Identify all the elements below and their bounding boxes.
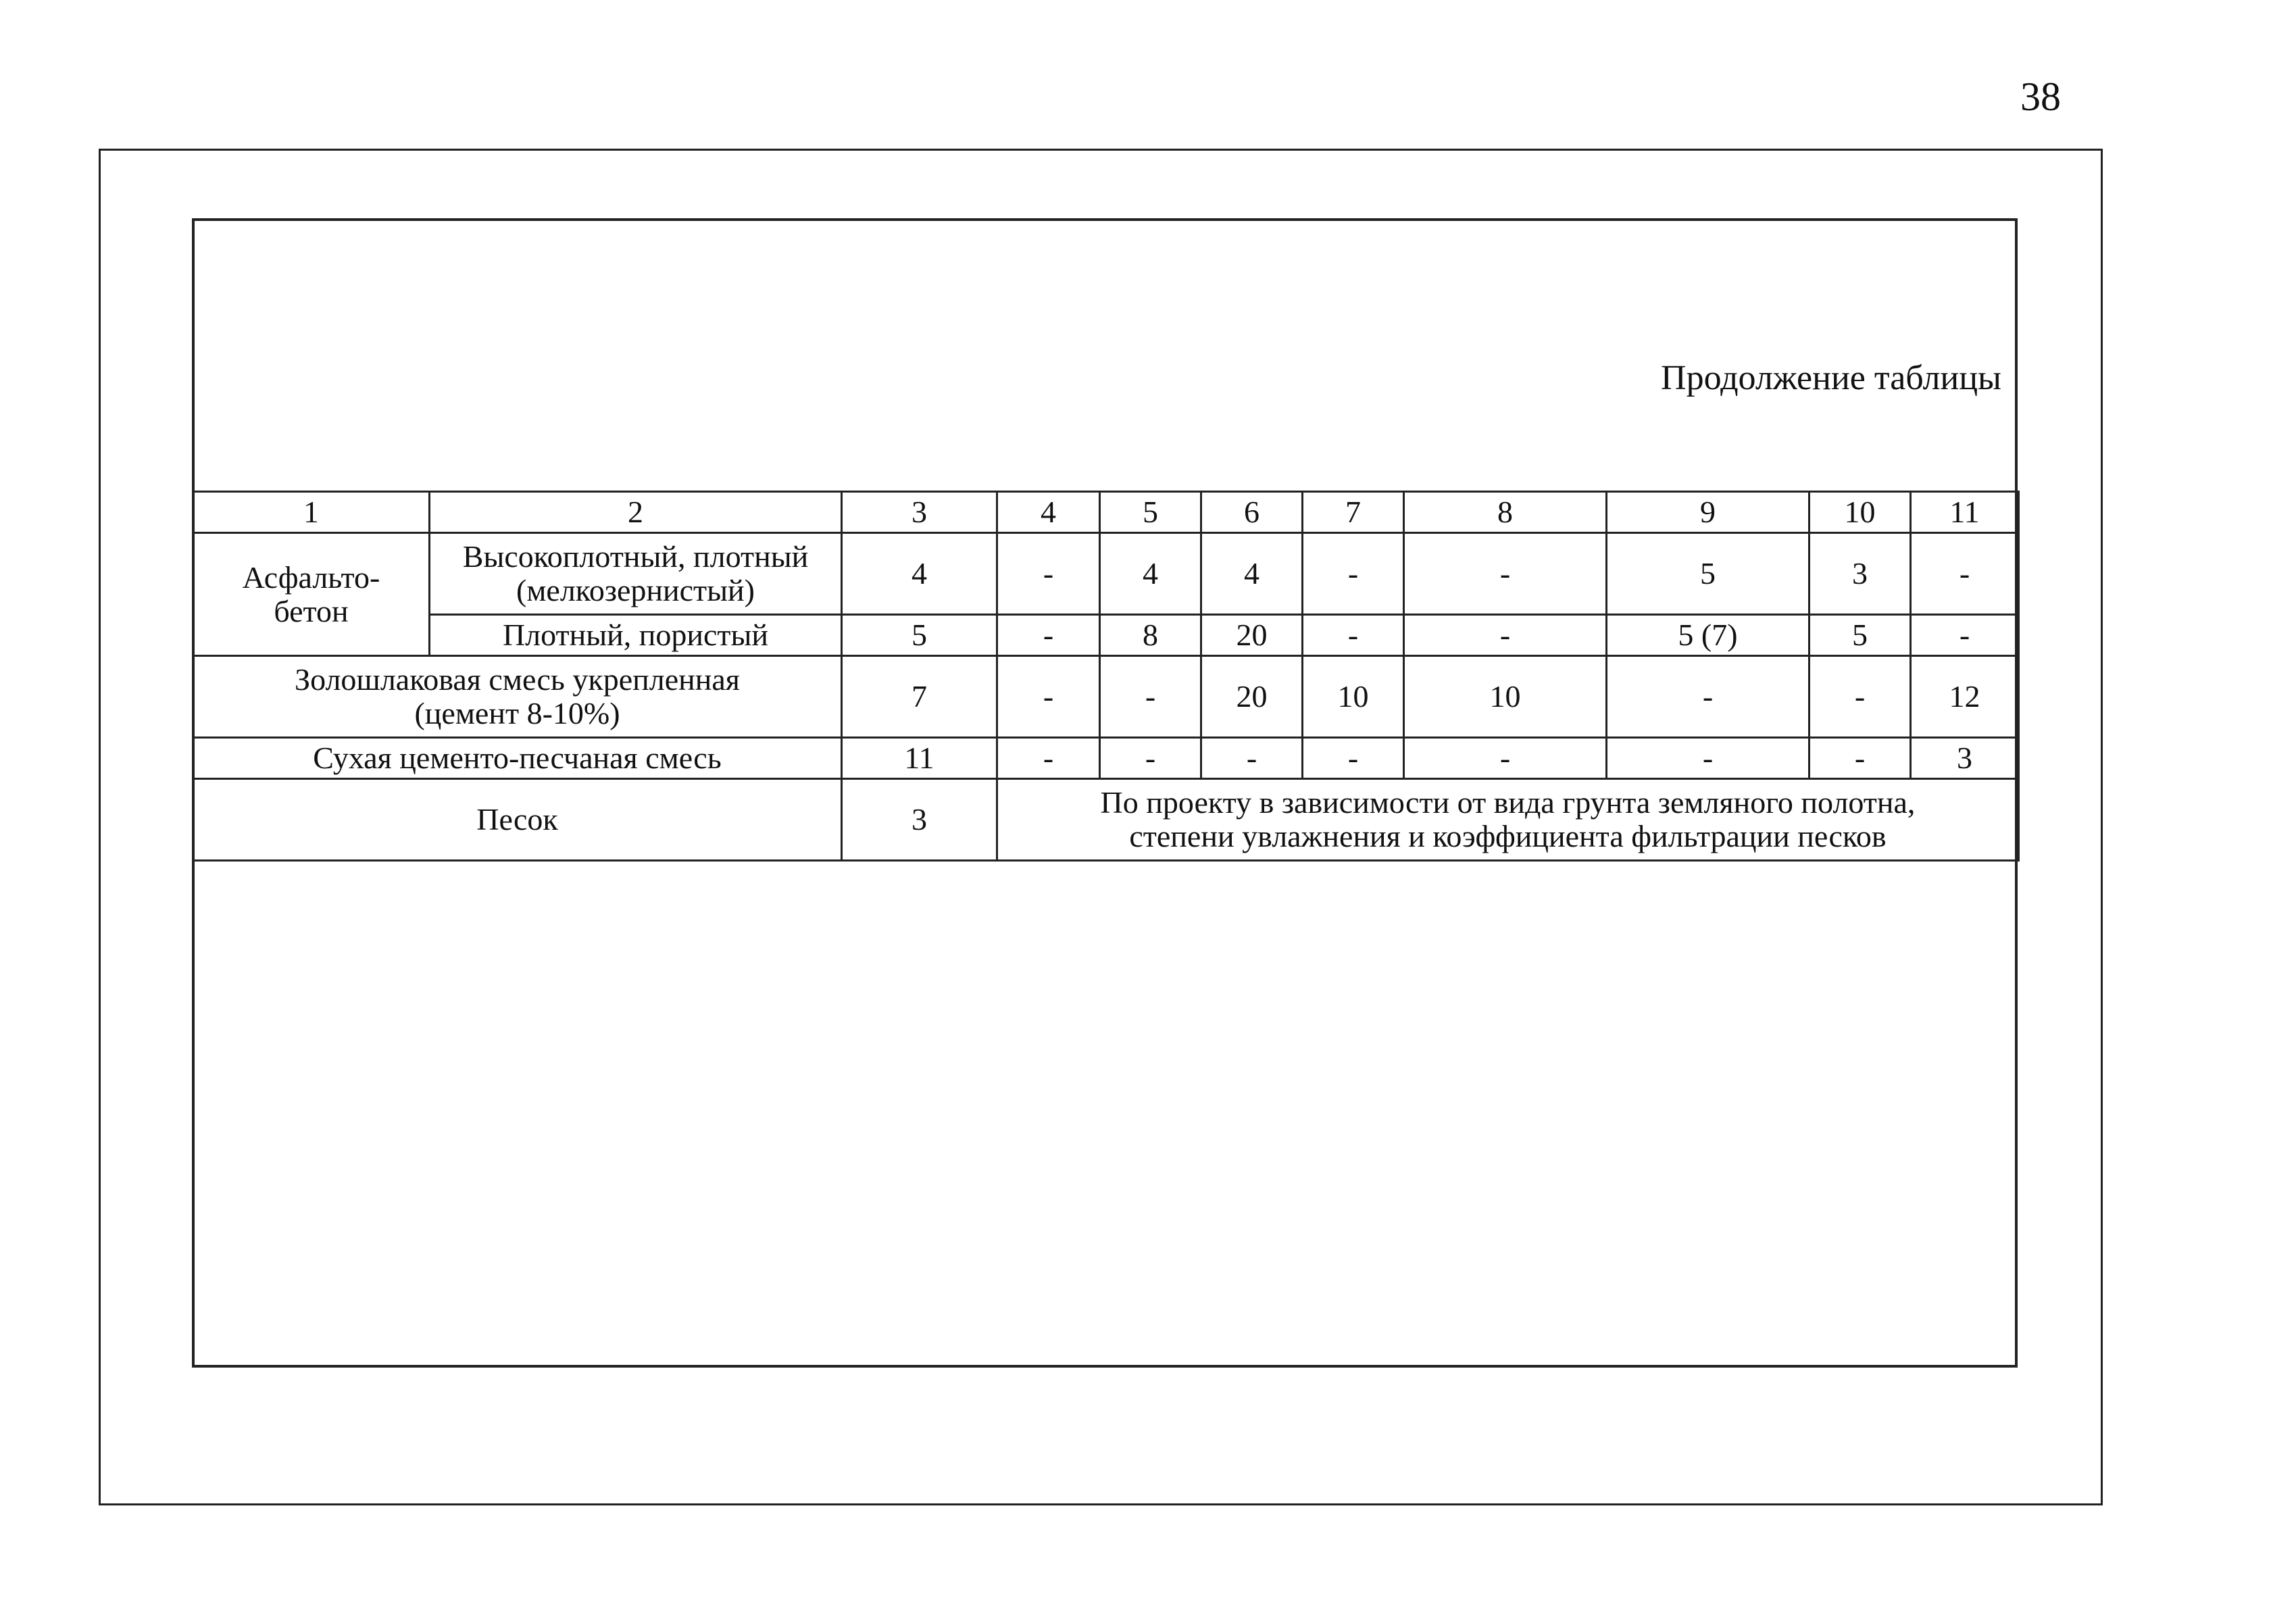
material-type: Плотный, пористый xyxy=(430,615,842,656)
material-group-name-line: Асфальто- xyxy=(242,559,380,595)
value-cell: - xyxy=(997,533,1100,615)
value-cell: 3 xyxy=(1911,738,2019,779)
value-cell: 5 xyxy=(842,615,997,656)
value-cell: - xyxy=(1201,738,1303,779)
value-cell: 11 xyxy=(842,738,997,779)
value-cell: - xyxy=(1810,738,1911,779)
table-header-row xyxy=(193,492,2019,533)
material-name-line: Золошлаковая смесь укрепленная xyxy=(295,662,740,697)
value-cell: - xyxy=(1100,738,1201,779)
value-cell: 5 xyxy=(1607,533,1810,615)
header-cell: 10 xyxy=(1810,492,1911,533)
material-group-name-line: бетон xyxy=(274,593,349,628)
value-cell: - xyxy=(1303,615,1404,656)
page-number: 38 xyxy=(2020,74,2061,119)
value-cell: - xyxy=(1810,656,1911,738)
material-type xyxy=(430,533,842,615)
value-cell: - xyxy=(1911,533,2019,615)
value-cell: 3 xyxy=(1810,533,1911,615)
value-cell: - xyxy=(1303,738,1404,779)
header-cell: 11 xyxy=(1911,492,2019,533)
value-cell: 20 xyxy=(1201,615,1303,656)
value-cell: - xyxy=(1404,533,1607,615)
material-type-line: (мелкозернистый) xyxy=(516,573,755,607)
table-row xyxy=(193,779,2019,861)
value-cell: - xyxy=(1607,738,1810,779)
value-cell: - xyxy=(997,615,1100,656)
table-row xyxy=(193,656,2019,738)
material-name xyxy=(193,656,842,738)
material-name-line: (цемент 8-10%) xyxy=(414,696,620,730)
material-group-name xyxy=(193,533,430,656)
value-cell: 5 (7) xyxy=(1607,615,1810,656)
header-cell: 3 xyxy=(842,492,997,533)
value-cell: 4 xyxy=(1201,533,1303,615)
value-cell: 12 xyxy=(1911,656,2019,738)
value-cell: - xyxy=(1404,615,1607,656)
header-cell: 8 xyxy=(1404,492,1607,533)
value-cell: 3 xyxy=(842,779,997,861)
header-cell: 1 xyxy=(193,492,430,533)
value-cell: 4 xyxy=(842,533,997,615)
value-cell: - xyxy=(997,656,1100,738)
value-cell: 5 xyxy=(1810,615,1911,656)
material-name: Песок xyxy=(193,779,842,861)
material-type-line: Высокоплотный, плотный xyxy=(462,539,809,574)
value-cell: - xyxy=(1911,615,2019,656)
table-row xyxy=(193,533,2019,615)
value-cell: - xyxy=(1100,656,1201,738)
header-cell: 2 xyxy=(430,492,842,533)
material-name: Сухая цементо-песчаная смесь xyxy=(193,738,842,779)
header-cell: 5 xyxy=(1100,492,1201,533)
value-cell: 20 xyxy=(1201,656,1303,738)
header-cell: 7 xyxy=(1303,492,1404,533)
table-row xyxy=(193,615,2019,656)
project-note-line: степени увлажнения и коэффициента фильтрации песков xyxy=(1129,819,1887,853)
project-note-line: По проекту в зависимости от вида грунта земляного полотна, xyxy=(1100,785,1916,820)
header-cell: 6 xyxy=(1201,492,1303,533)
value-cell: - xyxy=(1303,533,1404,615)
value-cell: 10 xyxy=(1404,656,1607,738)
header-cell: 9 xyxy=(1607,492,1810,533)
value-cell: - xyxy=(997,738,1100,779)
value-cell: - xyxy=(1607,656,1810,738)
project-note xyxy=(997,779,2019,861)
value-cell: - xyxy=(1404,738,1607,779)
data-table xyxy=(192,491,2020,862)
value-cell: 4 xyxy=(1100,533,1201,615)
header-cell: 4 xyxy=(997,492,1100,533)
value-cell: 8 xyxy=(1100,615,1201,656)
continuation-title: Продолжение таблицы xyxy=(1661,359,2001,397)
value-cell: 10 xyxy=(1303,656,1404,738)
table-row xyxy=(193,738,2019,779)
value-cell: 7 xyxy=(842,656,997,738)
